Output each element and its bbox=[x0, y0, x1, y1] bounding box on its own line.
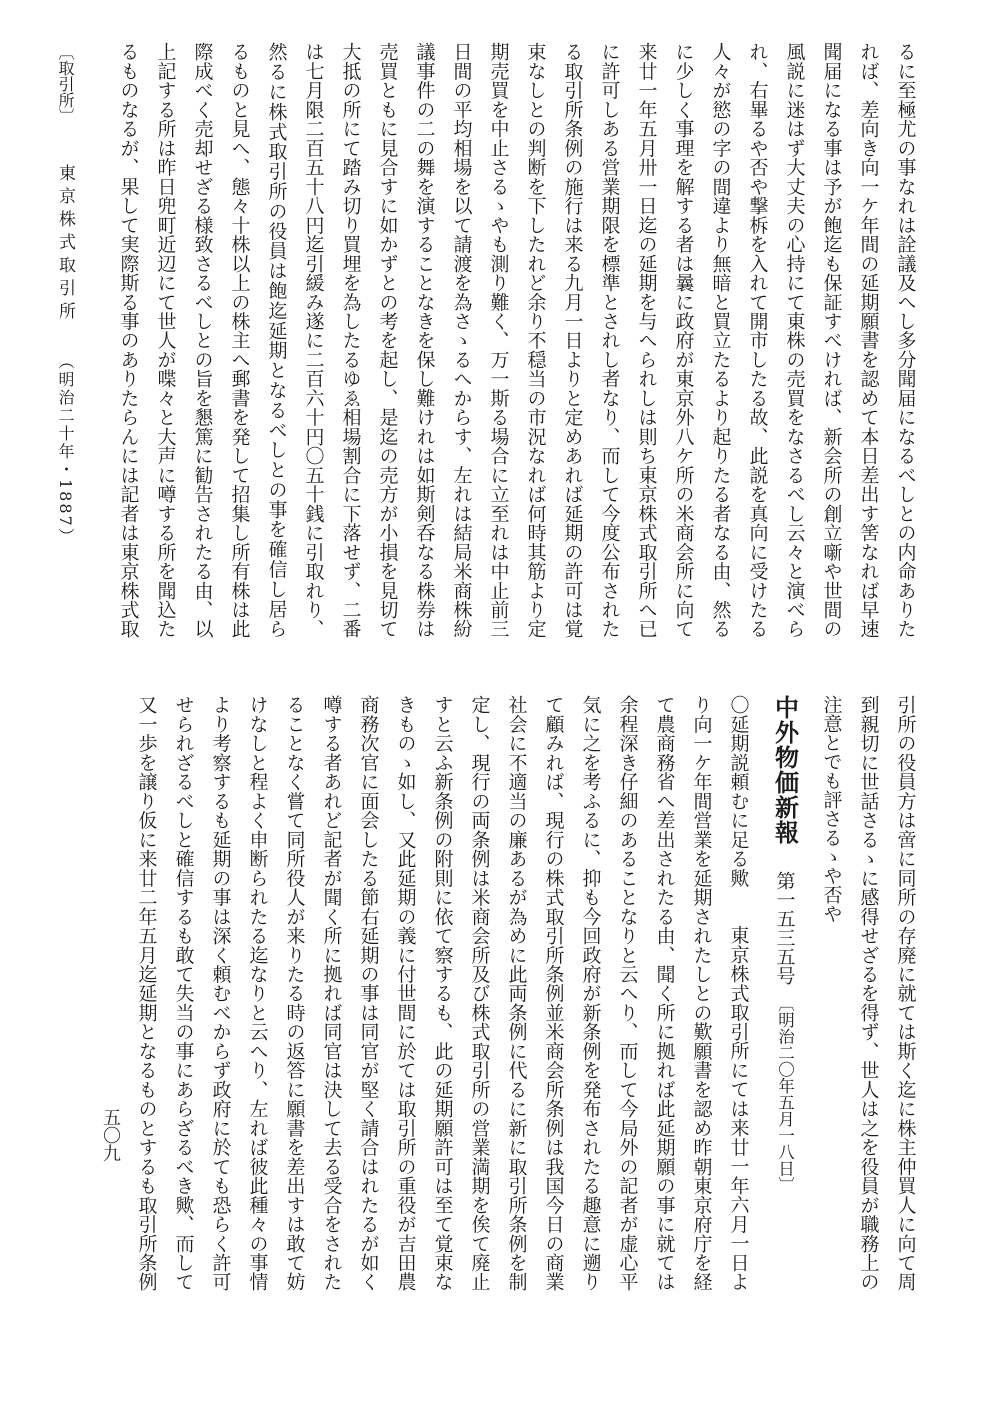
upper-column-3: 聞届になる事は予が飽迄も保証すべければ、新会所の創立噺や世間の bbox=[820, 42, 843, 638]
upper-column-18: 然るに株式取引所の役員は飽迄延期となるべしとの事を確信し居ら bbox=[265, 42, 288, 638]
upper-column-13: 日間の平均相場を以て請渡を為さゝるへからす、左れは結局米商株紛 bbox=[450, 42, 473, 638]
upper-column-19: るものと見へ、態々十株以上の株主へ郵書を発して招集し所有株は此 bbox=[228, 42, 251, 638]
upper-column-11: 束なしとの判断を下したれど余り不穏当の市況なれば何時其筋より定 bbox=[524, 42, 547, 638]
lower-column-14: きものゝ如し、又此延期の義に付世間に於ては取引所の重役が吉田農 bbox=[394, 695, 417, 1291]
lower-column-2: 到親切に世話さるゝに感得せざるを得ず、世人は之を役員が職務上の bbox=[857, 695, 880, 1291]
lower-column-17: ることなく嘗て同所役人が来りたる時の返答に願書を差出すは敢て妨 bbox=[283, 695, 306, 1291]
newspaper-heading bbox=[757, 695, 813, 1291]
lower-column-1: 引所の役員方は啻に同所の存廃に就ては斯く迄に株主仲買人に向て周 bbox=[894, 695, 917, 1291]
upper-column-12: 期売買を中止さるゝやも測り難く、万一斯る場合に立至れは中止前三 bbox=[487, 42, 510, 638]
article-first-line: 東京株式取引所にては来廿一年六月一日よ bbox=[727, 925, 750, 1291]
upper-column-4: 風説に迷はず大丈夫の心持にて東株の売買をなさるべし云々と演べら bbox=[783, 42, 806, 638]
article-heading: 〇延期説頼むに足る歟 bbox=[727, 695, 750, 888]
upper-column-10: る取引所条例の施行は来る九月一日よりと定めあれば延期の許可は覚 bbox=[561, 42, 584, 638]
lower-column-9: 気に之を考ふるに、抑も今回政府が新条例を発布されたる趣意に遡り bbox=[579, 695, 602, 1291]
upper-column-9: に許可しある営業期限を標準とされし者なり、而して今度公布された bbox=[598, 42, 621, 638]
upper-column-16: 大抵の所にて踏み切り買埋を為したるゆゑ相場割合に下落せず、二番 bbox=[339, 42, 362, 638]
lower-column-18: けなしと程よく申断られたる迄なりと云へり、左れば彼此種々の事情 bbox=[246, 695, 269, 1291]
lower-column-7: て農商務省へ差出されたる由、聞く所に拠れば此延期願の事に就ては bbox=[653, 695, 676, 1291]
upper-column-17: は七月限二百五十八円迄引緩み遂に二百六十円〇五十銭に引取れり、 bbox=[302, 42, 325, 638]
lower-column-6: り向一ケ年間営業を延期されたしとの歎願書を認め昨朝東京府庁を経 bbox=[690, 695, 713, 1291]
lower-tier bbox=[128, 695, 924, 1291]
upper-column-22: るものなるが、果して実際斯る事のありたらんには記者は東京株式取 bbox=[117, 42, 140, 638]
upper-column-7: に少しく事理を解する者は曩に政府が東京外八ケ所の米商会所に向て bbox=[672, 42, 695, 638]
upper-column-21: 上記する所は昨日兜町近辺にて世人が喋々と大声に噂する所を聞込た bbox=[154, 42, 177, 638]
article-first-column bbox=[720, 695, 757, 1291]
upper-tier bbox=[110, 42, 924, 638]
running-head-category: 〔取引所〕 bbox=[56, 44, 75, 124]
lower-column-15: 商務次官に面会したる節右延期の事は同官が堅く請合はれたるが如く bbox=[357, 695, 380, 1291]
lower-column-13: すと云ふ新条例の附則に依て察するも、此の延期願許可は至て覚束な bbox=[431, 695, 454, 1291]
lower-column-20: せられざるべしと確信するも敢て失当の事にあらざるべき歟、而して bbox=[172, 695, 195, 1291]
newspaper-date: 〔明治二〇年五月一八日〕 bbox=[775, 995, 795, 1193]
lower-column-12: 定し、現行の両条例は米商会所及び株式取引所の営業満期を俟て廃止 bbox=[468, 695, 491, 1291]
upper-column-2: れば、差向き向一ケ年間の延期願書を認めて本日差出す筈なれば早速 bbox=[857, 42, 880, 638]
upper-column-6: 人々が慾の字の間違より無暗と買立たるより起りたる者なる由、然る bbox=[709, 42, 732, 638]
newspaper-issue: 第一五三五号 bbox=[773, 871, 796, 985]
lower-column-19: より考察するも延期の事は深く頼むべからず政府に於ても恐らく許可 bbox=[209, 695, 232, 1291]
upper-column-8: 来廿一年五月卅一日迄の延期を与へられしは則ち東京株式取引所へ已 bbox=[635, 42, 658, 638]
lower-column-16: 噂する者あれど記者が聞く所に拠れば同官は決して去る受合をされた bbox=[320, 695, 343, 1291]
lower-column-3: 注意とでも評さるゝや否や bbox=[820, 695, 843, 923]
page-number: 五〇九 bbox=[100, 1108, 121, 1162]
upper-column-20: 際成べく売却せざる様致さるべしとの旨を懇篤に勧告されたる由、以 bbox=[191, 42, 214, 638]
newspaper-name: 中外物価新報 bbox=[770, 695, 800, 845]
lower-column-11: 社会に不適当の廉あるが為めに此両条例に代るに新に取引所条例を制 bbox=[505, 695, 528, 1291]
lower-column-10: て顧みれば、現行の株式取引所条例並米商会所条例は我国今日の商業 bbox=[542, 695, 565, 1291]
upper-column-1: るに至極尤の事なれは詮議及へし多分聞届になるべしとの内命ありた bbox=[894, 42, 917, 638]
lower-column-21: 又一歩を譲り仮に来廿二年五月迄延期となるものとするも取引所条例 bbox=[135, 695, 158, 1291]
upper-column-5: れ、右畢るや否や撃柝を入れて開市したる故、此説を真向に受けたる bbox=[746, 42, 769, 638]
running-head bbox=[52, 44, 78, 546]
lower-column-8: 余程深き仔細のあることなりと云へり、而して今局外の記者が虚心平 bbox=[616, 695, 639, 1291]
running-head-period: （明治二十年・1887） bbox=[56, 353, 75, 546]
upper-column-15: 売買ともに見合すに如かずとの考を起し、是迄の売方が小損を見切て bbox=[376, 42, 399, 638]
upper-column-14: 議事件の二の舞を演することなきを保し難けれは如斯剣呑なる株券は bbox=[413, 42, 436, 638]
running-head-title: 東京株式取引所 bbox=[55, 164, 75, 325]
